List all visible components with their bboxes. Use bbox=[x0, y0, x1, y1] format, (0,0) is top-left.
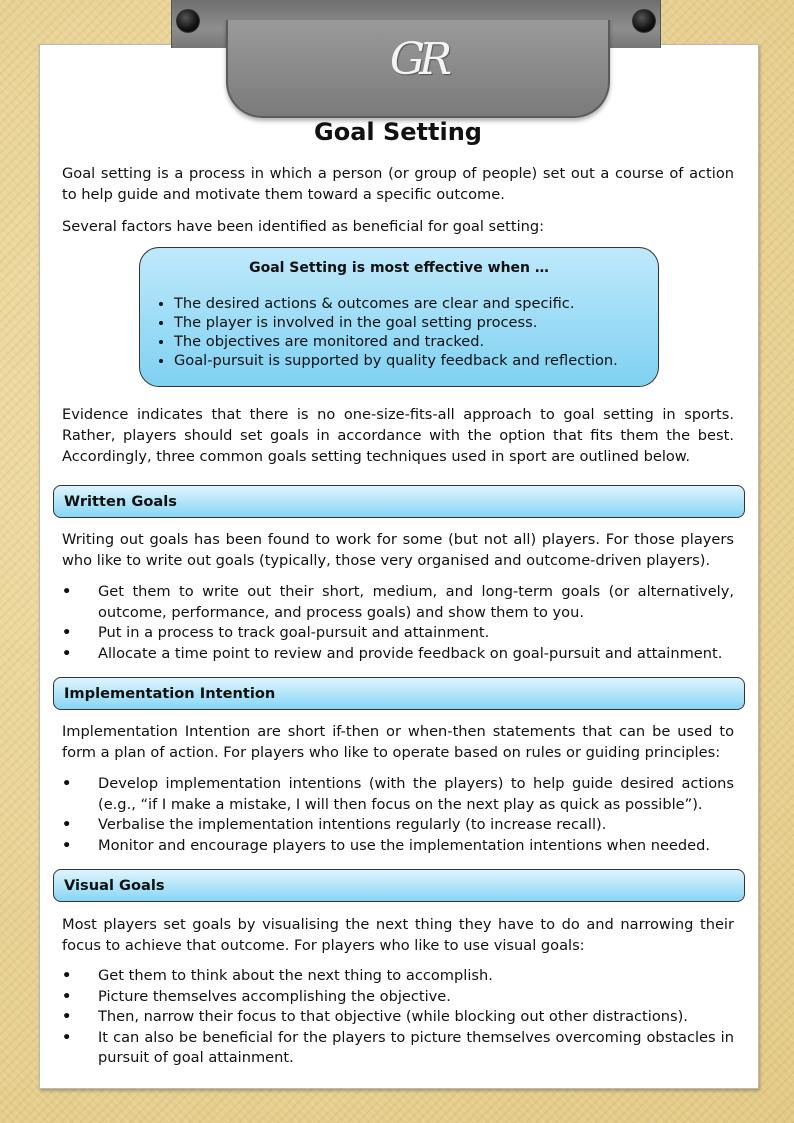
evidence-paragraph: Evidence indicates that there is no one-size-fits-all approach to goal setting in sports. Rather, players should set goals in accordance with the option that fits them the best. Accordingly, three common goals setting techniques used in sport are outlined below. bbox=[62, 406, 734, 465]
callout-item: • The desired actions & outcomes are clear and specific. bbox=[174, 294, 658, 313]
section-header-written-goals: Written Goals bbox=[53, 485, 745, 518]
callout-item: • The objectives are monitored and tracked. bbox=[174, 332, 658, 351]
rivet-right-icon bbox=[632, 9, 656, 33]
list-item: • Develop implementation intentions (with the players) to help guide desired actions (e.g., “if I make a mistake, I will then focus on the next play as quick as possible”). bbox=[62, 774, 734, 815]
visual-goals-text: Most players set goals by visualising the next thing they have to do and narrowing their focus to achieve that outcome. For players who like to use visual goals: bbox=[62, 916, 734, 954]
callout-list bbox=[140, 294, 658, 370]
list-item: • Put in a process to track goal-pursuit and attainment. bbox=[62, 623, 734, 644]
written-goals-list bbox=[62, 582, 734, 664]
monogram-logo: GR bbox=[389, 34, 447, 85]
implementation-intention-text: Implementation Intention are short if-then or when-then statements that can be used to form a plan of action. For players who like to operate based on rules or guiding principles: bbox=[62, 723, 734, 761]
page-title: Goal Setting bbox=[314, 118, 482, 146]
implementation-intention-list bbox=[62, 774, 734, 856]
written-goals-text: Writing out goals has been found to work for some (but not all) players. For those players who like to write out goals (typically, those very organised and outcome-driven players). bbox=[62, 531, 734, 569]
callout-heading: Goal Setting is most effective when … bbox=[249, 260, 549, 276]
list-item: • Monitor and encourage players to use the implementation intentions when needed. bbox=[62, 836, 734, 857]
intro-paragraph: Goal setting is a process in which a person (or group of people) set out a course of action to help guide and motivate them toward a specific outcome. bbox=[62, 165, 734, 203]
visual-goals-list bbox=[62, 966, 734, 1069]
rivet-left-icon bbox=[176, 9, 200, 33]
clipboard-clip-plate bbox=[226, 20, 610, 118]
callout-item: • The player is involved in the goal setting process. bbox=[174, 313, 658, 332]
list-item: • Picture themselves accomplishing the objective. bbox=[62, 987, 734, 1008]
section-header-implementation-intention: Implementation Intention bbox=[53, 677, 745, 710]
factors-paragraph: Several factors have been identified as beneficial for goal setting: bbox=[62, 218, 545, 235]
list-item: • It can also be beneficial for the players to picture themselves overcoming obstacles in pursuit of goal attainment. bbox=[62, 1028, 734, 1069]
list-item: • Get them to think about the next thing to accomplish. bbox=[62, 966, 734, 987]
callout-item: • Goal-pursuit is supported by quality feedback and reflection. bbox=[174, 351, 658, 370]
list-item: • Verbalise the implementation intentions regularly (to increase recall). bbox=[62, 815, 734, 836]
list-item: • Get them to write out their short, medium, and long-term goals (or alternatively, outcome, performance, and process goals) and show them to you. bbox=[62, 582, 734, 623]
list-item: • Allocate a time point to review and provide feedback on goal-pursuit and attainment. bbox=[62, 644, 734, 665]
effectiveness-callout bbox=[139, 247, 659, 387]
section-header-visual-goals: Visual Goals bbox=[53, 869, 745, 902]
list-item: • Then, narrow their focus to that objective (while blocking out other distractions). bbox=[62, 1007, 734, 1028]
